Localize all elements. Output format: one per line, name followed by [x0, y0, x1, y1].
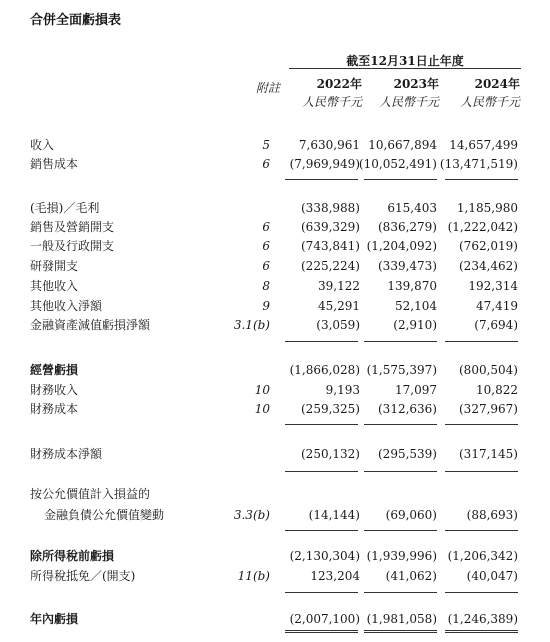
value-2024: (88,693) — [466, 508, 518, 522]
table-row — [0, 135, 550, 155]
currency-label: 人民幣千元 — [459, 95, 520, 109]
table-row — [0, 217, 550, 237]
table-row — [0, 609, 550, 629]
subtotal-rule — [364, 530, 437, 531]
value-2022: (743,841) — [301, 239, 360, 253]
subtotal-rule — [364, 179, 437, 180]
note-column-header: 附註 — [255, 81, 280, 95]
row-label: 所得稅抵免／(開支) — [30, 569, 136, 583]
value-2024: (1,206,342) — [447, 549, 518, 563]
subtotal-rule — [364, 471, 437, 472]
value-2024: (327,967) — [459, 402, 518, 416]
table-row — [0, 198, 550, 218]
value-2024: (1,222,042) — [447, 220, 518, 234]
subtotal-rule — [364, 424, 437, 425]
value-2024: 192,314 — [468, 279, 518, 293]
value-2023: (295,539) — [378, 447, 437, 461]
subtotal-rule — [445, 530, 518, 531]
value-2022: 7,630,961 — [298, 138, 360, 152]
row-label: 財務收入 — [30, 383, 79, 397]
value-2023: (1,981,058) — [366, 612, 437, 626]
value-2024: (1,246,389) — [447, 612, 518, 626]
value-2022: (639,329) — [301, 220, 360, 234]
subtotal-rule — [445, 471, 518, 472]
row-label: 銷售成本 — [30, 157, 79, 171]
value-2023: (836,279) — [378, 220, 437, 234]
table-row — [0, 484, 550, 504]
row-note: 10 — [254, 402, 270, 416]
value-2022: 45,291 — [318, 299, 360, 313]
value-2023: 17,097 — [395, 383, 437, 397]
row-note: 11(b) — [237, 569, 270, 583]
row-note: 6 — [262, 220, 270, 234]
value-2024: 47,419 — [476, 299, 518, 313]
value-2023: (1,575,397) — [366, 363, 437, 377]
row-label: 除所得稅前虧損 — [30, 549, 115, 563]
value-2022: (3,059) — [316, 318, 360, 332]
value-2022: (14,144) — [308, 508, 360, 522]
row-label: 財務成本淨額 — [30, 447, 103, 461]
row-label: 其他收入淨額 — [30, 299, 103, 313]
value-2024: (7,694) — [474, 318, 518, 332]
table-row — [0, 444, 550, 464]
row-note: 6 — [262, 157, 270, 171]
row-note: 6 — [262, 259, 270, 273]
row-label: 財務成本 — [30, 402, 79, 416]
row-note: 8 — [262, 279, 270, 293]
subtotal-rule — [445, 179, 518, 180]
value-2023: (2,910) — [393, 318, 437, 332]
row-label: 一般及行政開支 — [30, 239, 115, 253]
subtotal-rule — [285, 471, 358, 472]
value-2023: 52,104 — [395, 299, 437, 313]
row-label: 其他收入 — [30, 279, 79, 293]
table-row — [0, 154, 550, 174]
value-2022: (2,130,304) — [289, 549, 360, 563]
value-2023: (1,204,092) — [366, 239, 437, 253]
subtotal-rule — [445, 424, 518, 425]
row-label: 金融負債公允價值變動 — [44, 508, 165, 522]
table-row — [0, 399, 550, 419]
row-note: 3.3(b) — [233, 508, 270, 522]
value-2022: (2,007,100) — [289, 612, 360, 626]
value-2023: 10,667,894 — [368, 138, 437, 152]
value-2022: (250,132) — [301, 447, 360, 461]
value-2022: (225,224) — [301, 259, 360, 273]
value-2023: (10,052,491) — [358, 157, 437, 171]
value-2024: (800,504) — [459, 363, 518, 377]
row-label: 銷售及營銷開支 — [30, 220, 115, 234]
value-2022: (338,988) — [301, 201, 360, 215]
subtotal-rule — [285, 424, 358, 425]
row-note: 6 — [262, 239, 270, 253]
subtotal-rule — [364, 341, 437, 342]
row-label: 年內虧損 — [30, 612, 79, 626]
value-2023: 139,870 — [387, 279, 437, 293]
value-2022: 9,193 — [325, 383, 360, 397]
subtotal-rule — [445, 341, 518, 342]
value-2024: 14,657,499 — [449, 138, 518, 152]
row-label: 研發開支 — [30, 259, 79, 273]
value-2024: 1,185,980 — [456, 201, 518, 215]
statement-title: 合併全面虧損表 — [30, 13, 122, 28]
value-2022: 39,122 — [318, 279, 360, 293]
total-double-rule — [285, 630, 358, 633]
row-label: 經營虧損 — [30, 363, 79, 377]
row-label: 按公允價值計入損益的 — [30, 487, 151, 501]
value-2022: (259,325) — [301, 402, 360, 416]
value-2024: (762,019) — [459, 239, 518, 253]
total-double-rule — [445, 630, 518, 633]
subtotal-rule — [285, 341, 358, 342]
row-note: 3.1(b) — [233, 318, 270, 332]
year-label: 2023年 — [393, 77, 439, 91]
year-label: 2024年 — [474, 77, 520, 91]
table-row — [0, 360, 550, 380]
subtotal-rule — [285, 592, 358, 593]
value-2022: (7,969,949) — [289, 157, 360, 171]
value-2023: 615,403 — [387, 201, 437, 215]
value-2023: (1,939,996) — [366, 549, 437, 563]
table-row — [0, 546, 550, 566]
table-row — [0, 276, 550, 296]
year-label: 2022年 — [316, 77, 362, 91]
subtotal-rule — [285, 530, 358, 531]
table-row — [0, 296, 550, 316]
row-note: 5 — [262, 138, 270, 152]
table-row — [0, 315, 550, 335]
table-row — [0, 256, 550, 276]
value-2023: (69,060) — [385, 508, 437, 522]
period-header: 截至12月31日止年度 — [346, 54, 464, 68]
value-2023: (312,636) — [378, 402, 437, 416]
currency-label: 人民幣千元 — [301, 95, 362, 109]
total-double-rule — [364, 630, 437, 633]
value-2022: 123,204 — [310, 569, 360, 583]
row-note: 10 — [254, 383, 270, 397]
value-2024: (234,462) — [459, 259, 518, 273]
value-2022: (1,866,028) — [289, 363, 360, 377]
row-label: (毛損)／毛利 — [30, 201, 100, 215]
value-2023: (41,062) — [385, 569, 437, 583]
subtotal-rule — [445, 592, 518, 593]
table-row — [0, 236, 550, 256]
table-row — [0, 566, 550, 586]
row-label: 收入 — [30, 138, 55, 152]
table-row — [0, 505, 550, 525]
value-2024: 10,822 — [476, 383, 518, 397]
value-2024: (40,047) — [466, 569, 518, 583]
subtotal-rule — [285, 179, 358, 180]
value-2024: (317,145) — [459, 447, 518, 461]
subtotal-rule — [364, 592, 437, 593]
row-label: 金融資產減值虧損淨額 — [30, 318, 151, 332]
row-note: 9 — [262, 299, 270, 313]
value-2023: (339,473) — [378, 259, 437, 273]
value-2024: (13,471,519) — [439, 157, 518, 171]
currency-label: 人民幣千元 — [378, 95, 439, 109]
table-row — [0, 380, 550, 400]
